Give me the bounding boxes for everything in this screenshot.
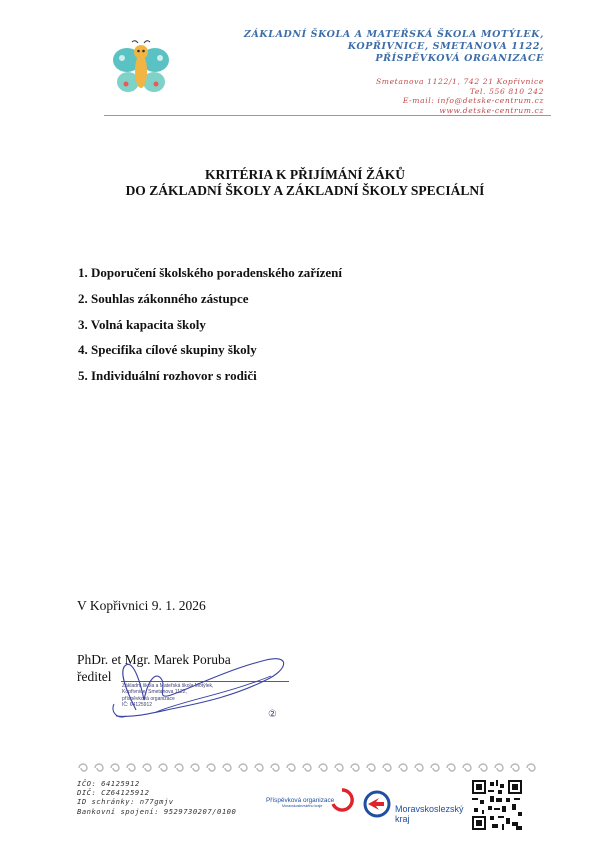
title-line-1: KRITÉRIA K PŘIJÍMÁNÍ ŽÁKŮ: [205, 167, 405, 182]
document-title: [0, 167, 610, 199]
stamp-line: Kopřivnice, Smetanova 1122,: [122, 689, 187, 696]
contact-block: [376, 77, 544, 115]
datova-schranka: ID schránky: n77gmjv: [77, 797, 174, 807]
footer-decorative-pattern: [75, 762, 543, 774]
dic: DIČ: CZ64125912: [77, 788, 150, 798]
stamp-line: IČ: 64125912: [122, 702, 153, 709]
qr-code-icon: [472, 780, 522, 830]
criteria-item: 4. Specifika cílové skupiny školy: [78, 342, 257, 358]
footer-ids: [77, 779, 236, 816]
criteria-item: 5. Individuální rozhovor s rodiči: [78, 368, 257, 384]
contact-phone: Tel. 556 810 242: [469, 86, 544, 96]
region-line: Moravskoslezský: [395, 804, 464, 814]
signer-role: ředitel: [77, 669, 112, 684]
bank-account: Bankovní spojení: 9529730207/0100: [77, 806, 237, 816]
school-name-line: KOPŘIVNICE, SMETANOVA 1122,: [347, 41, 544, 52]
school-name-line: ZÁKLADNÍ ŠKOLA A MATEŘSKÁ ŠKOLA MOTÝLEK,: [243, 29, 544, 40]
butterfly-logo-icon: [108, 40, 174, 100]
place-date: V Kopřivnici 9. 1. 2026: [77, 598, 206, 613]
title-line-2: DO ZÁKLADNÍ ŠKOLY A ZÁKLADNÍ ŠKOLY SPECIÁLNÍ: [125, 183, 485, 198]
ico: IČO: 64125912: [77, 779, 140, 788]
stamp-line: Základní škola a Mateřská škola Motýlek,: [122, 683, 214, 689]
org-sublabel: Moravskoslezského kraje: [282, 804, 323, 808]
region-label: [395, 804, 464, 824]
region-line: kraj: [395, 814, 410, 824]
header-divider: [104, 115, 551, 116]
criteria-item: 1. Doporučení školského poradenského zařízení: [78, 265, 342, 280]
contact-address: Smetanova 1122/1, 742 21 Kopřivnice: [375, 77, 544, 86]
org-logo-icon: [330, 788, 354, 812]
signer-name: PhDr. et Mgr. Marek Poruba: [77, 652, 231, 667]
criteria-item: 3. Volná kapacita školy: [78, 316, 206, 332]
stamp-number: ②: [268, 709, 277, 720]
school-name-line: PŘÍSPĚVKOVÁ ORGANIZACE: [375, 53, 544, 64]
school-name: [244, 29, 544, 65]
region-logo-icon: [362, 790, 392, 818]
handwritten-signature: [96, 640, 296, 730]
criteria-item: 2. Souhlas zákonného zástupce: [78, 290, 249, 306]
contact-web: www.detske-centrum.cz: [439, 105, 544, 115]
criteria-list: [78, 265, 342, 394]
contact-email: E-mail: info@detske-centrum.cz: [402, 96, 544, 105]
stamp-line: příspěvková organizace: [122, 695, 175, 702]
org-label: Příspěvková organizace: [266, 797, 335, 804]
